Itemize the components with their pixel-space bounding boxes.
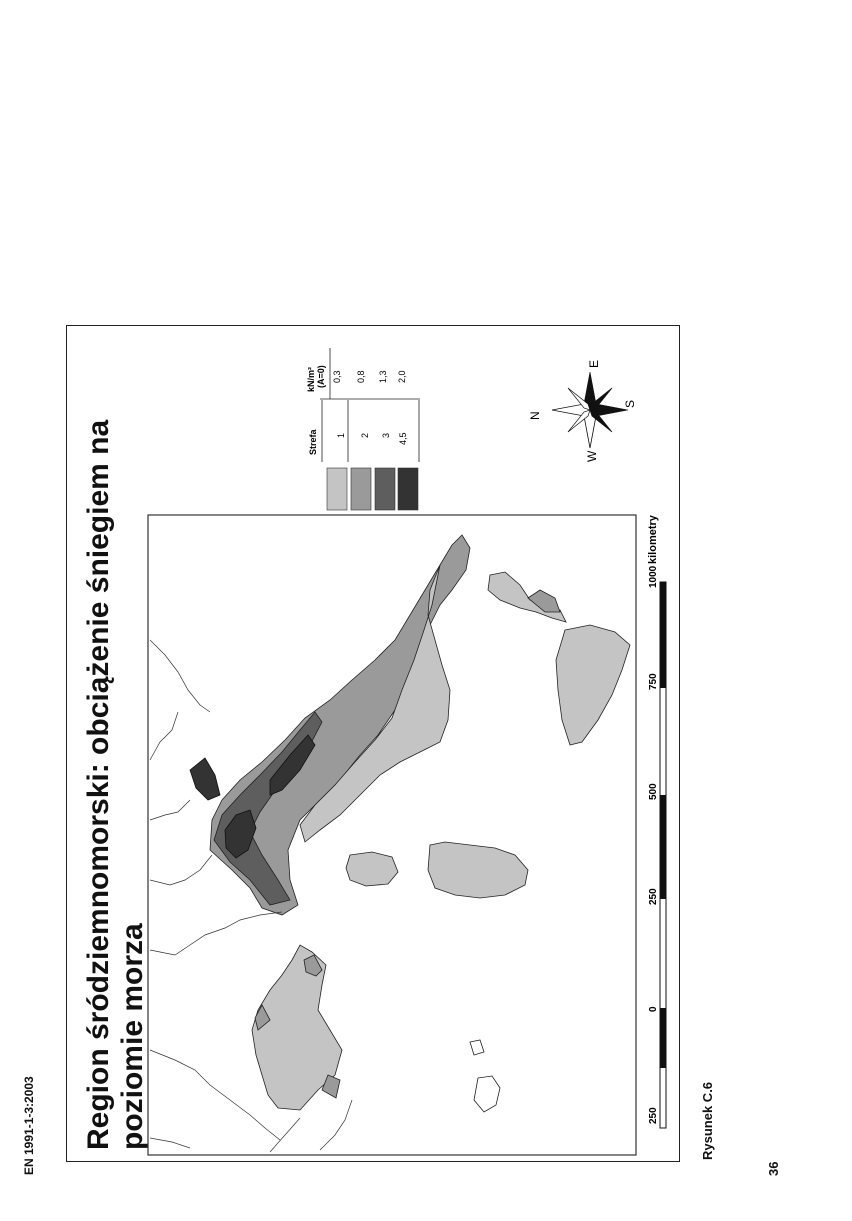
- region-sicily: [556, 625, 630, 745]
- legend-header-value: kN/m²: [306, 366, 316, 392]
- region-corsica: [346, 852, 398, 886]
- figure-caption: Rysunek C.6: [700, 1081, 715, 1160]
- region-alps-zone4-c: [190, 758, 220, 800]
- compass-w: W: [585, 450, 599, 462]
- legend-zone-1: 1: [336, 432, 346, 438]
- legend-swatch-zone1: [327, 468, 347, 510]
- compass-icon: [528, 360, 637, 462]
- land-masses: [190, 535, 630, 1112]
- region-balearic: [474, 1076, 500, 1112]
- scale-tick-1000: 1000: [648, 565, 659, 588]
- legend-value-3: 1,3: [378, 370, 388, 383]
- page-number: 36: [766, 1161, 781, 1176]
- scale-bar: [647, 514, 666, 1128]
- compass-n: N: [528, 411, 542, 420]
- scale-tick-0: 0: [648, 1006, 659, 1012]
- document-id: EN 1991-1-3:2003: [22, 1076, 36, 1175]
- scale-tick-750: 750: [648, 673, 659, 690]
- scale-tick-250-left: 250: [648, 1107, 659, 1124]
- compass-e: E: [587, 359, 601, 368]
- legend-header-zone: Strefa: [308, 429, 318, 455]
- legend-zone-2: 2: [360, 432, 370, 438]
- scale-tick-250: 250: [648, 888, 659, 905]
- legend-header-value-sub: (A=0): [316, 365, 326, 388]
- scale-unit: kilometry: [647, 515, 659, 564]
- region-calabria: [488, 572, 566, 622]
- legend-value-4: 2,0: [397, 370, 407, 383]
- legend-swatch-zone4: [398, 468, 418, 510]
- region-balearic-small: [470, 1040, 484, 1055]
- legend: [306, 348, 420, 510]
- legend-swatch-zone3: [375, 468, 395, 510]
- map-title-line1: Region śródziemnomorski: obciążenie śniegiem na: [82, 419, 115, 1150]
- scale-tick-500: 500: [648, 783, 659, 800]
- compass-s: S: [623, 399, 637, 408]
- legend-zone-3: 3: [381, 432, 391, 438]
- legend-value-2: 0,8: [356, 370, 366, 383]
- legend-zone-4: 4,5: [398, 432, 408, 445]
- region-sardinia: [428, 842, 528, 898]
- legend-swatch-zone2: [351, 468, 371, 510]
- map-title-line2: poziomie morza: [116, 923, 149, 1150]
- legend-value-1: 0,3: [332, 370, 342, 383]
